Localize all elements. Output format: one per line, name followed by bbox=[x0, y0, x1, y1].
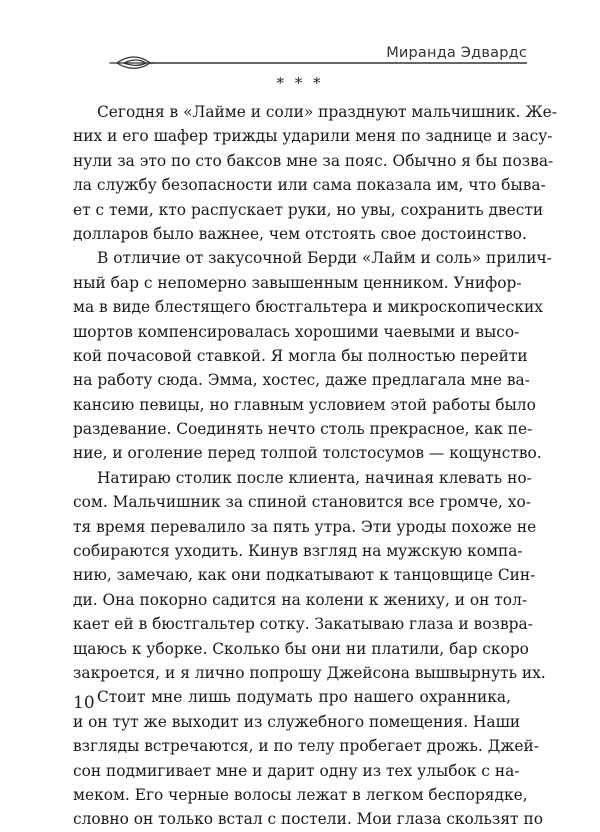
text-line: В отличие от закусочной Берди «Лайм и соль» прилич- bbox=[97, 249, 552, 268]
paragraph bbox=[73, 466, 546, 686]
paragraph bbox=[73, 100, 557, 246]
text-line: нули за это по сто баксов мне за пояс. Обычно я бы позва- bbox=[73, 151, 554, 170]
text-line: кой почасовой ставкой. Я могла бы полностью перейти bbox=[73, 346, 528, 365]
page-number: 10 bbox=[73, 693, 95, 713]
text-line: ный бар с непомерно завышенным ценником. Унифор- bbox=[73, 273, 522, 292]
text-line: Натираю столик после клиента, начиная клевать но- bbox=[97, 468, 532, 487]
text-line: меком. Его черные волосы лежат в легком беспорядке, bbox=[73, 785, 528, 804]
running-header bbox=[0, 0, 600, 70]
text-line: Сегодня в «Лайме и соли» празднуют мальчишник. Же- bbox=[97, 103, 557, 121]
text-line: Стоит мне лишь подумать про нашего охранника, bbox=[97, 688, 511, 707]
paragraph bbox=[73, 246, 552, 466]
text-line: на работу сюда. Эмма, хостес, даже предлагала мне ва- bbox=[73, 371, 530, 390]
text-line: нию, замечаю, как они подкатывают к танцовщице Син- bbox=[73, 566, 536, 585]
text-line: ди. Она покорно садится на колени к жениху, и он тол- bbox=[73, 590, 528, 609]
section-break: * * * bbox=[276, 74, 324, 92]
body-text bbox=[73, 100, 557, 832]
header-author-name: Миранда Эдвардс bbox=[386, 45, 527, 61]
text-line: взгляды встречаются, и по телу пробегает дрожь. Джей- bbox=[73, 737, 539, 756]
text-line: раздевание. Соединять нечто столь прекрасное, как пе- bbox=[73, 420, 533, 439]
paragraph bbox=[73, 685, 543, 831]
text-line: сон подмигивает мне и дарит одну из тех улыбок с на- bbox=[73, 761, 520, 780]
text-line: ние, и оголение перед толпой толстосумов — кощунство. bbox=[73, 444, 542, 463]
text-line: кает ей в бюстгальтер сотку. Закатываю глаза и возвра- bbox=[73, 615, 533, 634]
text-line: шортов компенсировалась хорошими чаевыми и высо- bbox=[73, 322, 520, 341]
text-line: щаюсь к уборке. Сколько бы они ни платили, бар скоро bbox=[73, 639, 529, 658]
text-line: тя время перевалило за пять утра. Эти уроды похоже не bbox=[73, 517, 537, 536]
text-line: долларов было важнее, чем отстоять свое достоинство. bbox=[73, 224, 527, 243]
text-line: ет с теми, кто распускает руки, но увы, сохранить двести bbox=[73, 200, 544, 219]
text-line: закроется, и я лично попрошу Джейсона вышвырнуть их. bbox=[73, 663, 546, 682]
text-line: ма в виде блестящего бюстгальтера и микроскопических bbox=[73, 298, 543, 317]
text-line: и он тут же выходит из служебного помещения. Наши bbox=[73, 712, 521, 731]
text-line: кансию певицы, но главным условием этой работы было bbox=[73, 395, 536, 414]
text-line: них и его шафер трижды ударили меня по заднице и засу- bbox=[73, 127, 553, 146]
text-line: ла службу безопасности или сама показала им, что быва- bbox=[73, 176, 546, 195]
text-line: словно он только встал с постели. Мои глаза скользят по bbox=[73, 810, 543, 829]
text-line: собираются уходить. Кинув взгляд на мужскую компа- bbox=[73, 542, 523, 561]
text-line: сом. Мальчишник за спиной становится все громче, хо- bbox=[73, 493, 531, 512]
